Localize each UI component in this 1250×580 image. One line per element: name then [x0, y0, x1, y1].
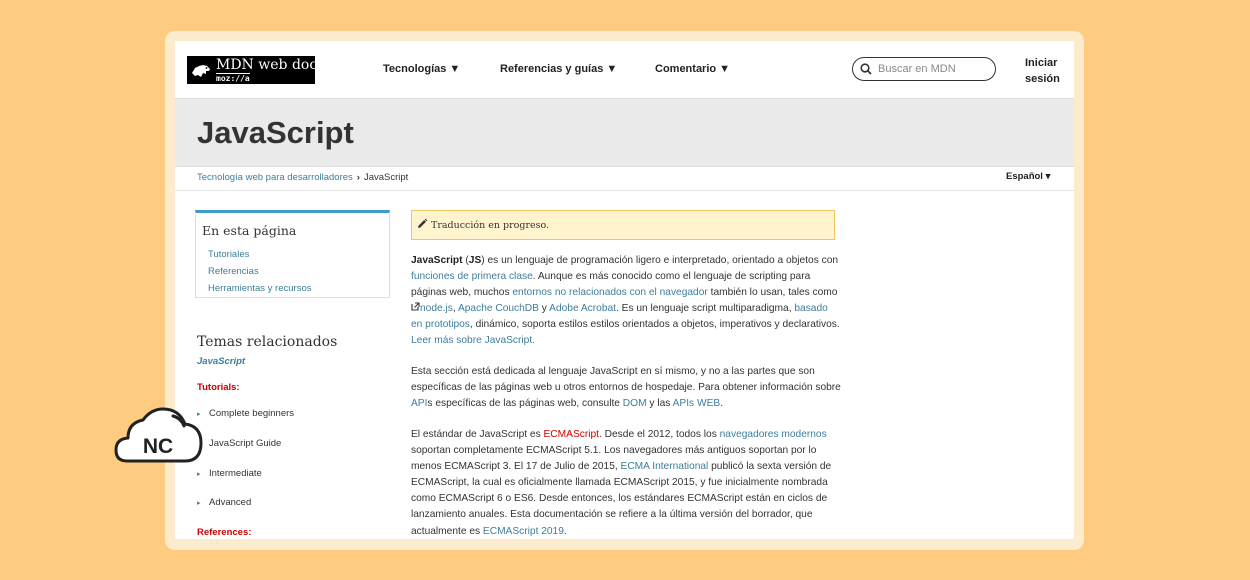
- link-acrobat[interactable]: Adobe Acrobat: [549, 303, 616, 315]
- related-item-javascript-guide[interactable]: [197, 438, 281, 449]
- nav-comentario[interactable]: Comentario ▼: [655, 63, 731, 75]
- link-ecma-international[interactable]: ECMA International: [620, 461, 709, 473]
- paragraph-scope: [411, 364, 841, 412]
- breadcrumb-parent[interactable]: Tecnología web para desarrolladores: [197, 172, 353, 183]
- translation-notice: [411, 210, 835, 240]
- text: .: [563, 525, 567, 537]
- login-link[interactable]: [1025, 55, 1060, 87]
- text: El estándar de JavaScript es: [411, 429, 544, 440]
- search-input[interactable]: [878, 61, 988, 77]
- browser-page: [175, 41, 1074, 539]
- triangle-right-icon: ▸: [197, 411, 201, 418]
- references-label: References:: [197, 527, 252, 538]
- link-ecmascript[interactable]: ECMAScript: [543, 429, 599, 440]
- text: y: [538, 303, 550, 315]
- mozilla-text: moz://a: [216, 74, 250, 83]
- chevron-right-icon: ›: [356, 172, 360, 183]
- strong-text: JS: [468, 255, 482, 266]
- toc-heading: En esta página: [202, 223, 297, 238]
- badge-text: NC: [142, 435, 174, 458]
- cloud-icon: [113, 406, 205, 466]
- text: publicó la sexta versión de ECMAScript, la cual es oficialmente llamada ECMAScript 2015, y fue inicialmente nombrada como ECMAScript 6 o ES6. Desde entonces, los estándares ECMAScript están en ciclos de lanzamiento anuales. Esta documentación se refiere a la última versión del borrador, que actualmente es: [411, 461, 832, 537]
- text: .: [720, 398, 724, 410]
- text: . Desde el 2012, todos los: [599, 429, 720, 440]
- text: ) es un lenguaje de programación ligero e interpretado, orientado a objetos con: [481, 255, 839, 266]
- notice-text: Traducción en progreso.: [431, 220, 550, 231]
- link-dom[interactable]: DOM: [622, 398, 647, 410]
- text: . Aunque es más conocido como el lenguaje de scripting para páginas web, muchos: [411, 271, 811, 299]
- breadcrumb-current: JavaScript: [363, 172, 409, 183]
- divider: [175, 190, 1074, 191]
- text: también lo usan, tales como: [707, 287, 838, 299]
- link-couchdb[interactable]: Apache CouchDB: [457, 303, 539, 315]
- link-read-more[interactable]: Leer más sobre JavaScript.: [411, 335, 536, 347]
- related-item-intermediate[interactable]: [197, 468, 262, 479]
- text: s específicas de las páginas web, consulte: [427, 398, 623, 410]
- related-javascript-link[interactable]: JavaScript: [197, 356, 246, 367]
- text: . Es un lenguaje script multiparadigma,: [616, 303, 795, 315]
- pencil-icon: [416, 218, 428, 230]
- dinosaur-icon: [190, 59, 212, 81]
- text: (: [462, 255, 469, 266]
- on-this-page-box: [195, 210, 390, 298]
- link-non-browser-environments[interactable]: entornos no relacionados con el navegador: [512, 287, 708, 299]
- search-box[interactable]: [852, 57, 996, 81]
- nav-referencias[interactable]: Referencias y guías ▼: [500, 63, 618, 75]
- nc-cloud-badge: [113, 406, 205, 466]
- text: soportan completamente ECMAScript 5.1. Los navegadores más antiguos soportan por lo menos ECMAScript 3. El 17 de Julio de 2015,: [411, 445, 817, 473]
- related-item-label: JavaScript Guide: [209, 438, 282, 449]
- link-modern-browsers[interactable]: navegadores modernos: [719, 429, 827, 440]
- text: ,: [452, 303, 458, 315]
- tutorials-label: Tutorials:: [197, 382, 240, 393]
- text: , dinámico, soporta estilos estilos orientados a objetos, imperativos y declarativos.: [469, 319, 840, 331]
- related-item-advanced[interactable]: [197, 497, 251, 508]
- link-first-class-functions[interactable]: funciones de primera clase: [411, 271, 533, 283]
- page-title: JavaScript: [197, 115, 354, 150]
- toc-item-referencias[interactable]: Referencias: [208, 266, 259, 277]
- triangle-right-icon: ▸: [197, 500, 201, 507]
- title-band: [175, 98, 1074, 167]
- link-api[interactable]: API: [411, 398, 428, 410]
- paragraph-intro: [411, 253, 841, 350]
- logo-text: MDN web docs: [216, 57, 325, 73]
- toc-item-tutoriales[interactable]: Tutoriales: [208, 249, 250, 260]
- search-icon: [860, 63, 872, 75]
- related-item-complete-beginners[interactable]: [197, 408, 294, 419]
- external-link-icon: [411, 302, 420, 311]
- link-ecmascript-2019[interactable]: ECMAScript 2019: [482, 525, 564, 537]
- related-item-label: Intermediate: [209, 468, 262, 479]
- triangle-right-icon: ▸: [197, 471, 201, 478]
- link-prototype-based[interactable]: basado en prototipos: [411, 303, 828, 331]
- text: y las: [646, 398, 673, 410]
- site-header: [175, 41, 1074, 98]
- text: Esta sección está dedicada al lenguaje JavaScript en sí mismo, y no a las partes que son específicas de las páginas web u otros entornos de hospedaje. Para obtener información sobre: [411, 366, 841, 394]
- nav-tecnologias[interactable]: Tecnologías ▼: [383, 63, 461, 75]
- related-item-label: Advanced: [209, 497, 252, 508]
- link-web-apis[interactable]: APIs WEB: [672, 398, 721, 410]
- mdn-logo[interactable]: [187, 56, 325, 84]
- toc-item-herramientas[interactable]: Herramientas y recursos: [208, 283, 312, 294]
- related-item-label: Complete beginners: [209, 408, 295, 419]
- language-selector[interactable]: Español ▾: [1006, 171, 1051, 182]
- breadcrumb: [197, 172, 408, 183]
- related-topics-title: Temas relacionados: [197, 334, 338, 350]
- login-line-2: sesión: [1025, 73, 1060, 85]
- strong-text: JavaScript: [411, 255, 463, 266]
- link-nodejs[interactable]: node.js: [420, 303, 453, 315]
- login-line-1: Iniciar: [1025, 57, 1058, 69]
- paragraph-standard: [411, 427, 841, 539]
